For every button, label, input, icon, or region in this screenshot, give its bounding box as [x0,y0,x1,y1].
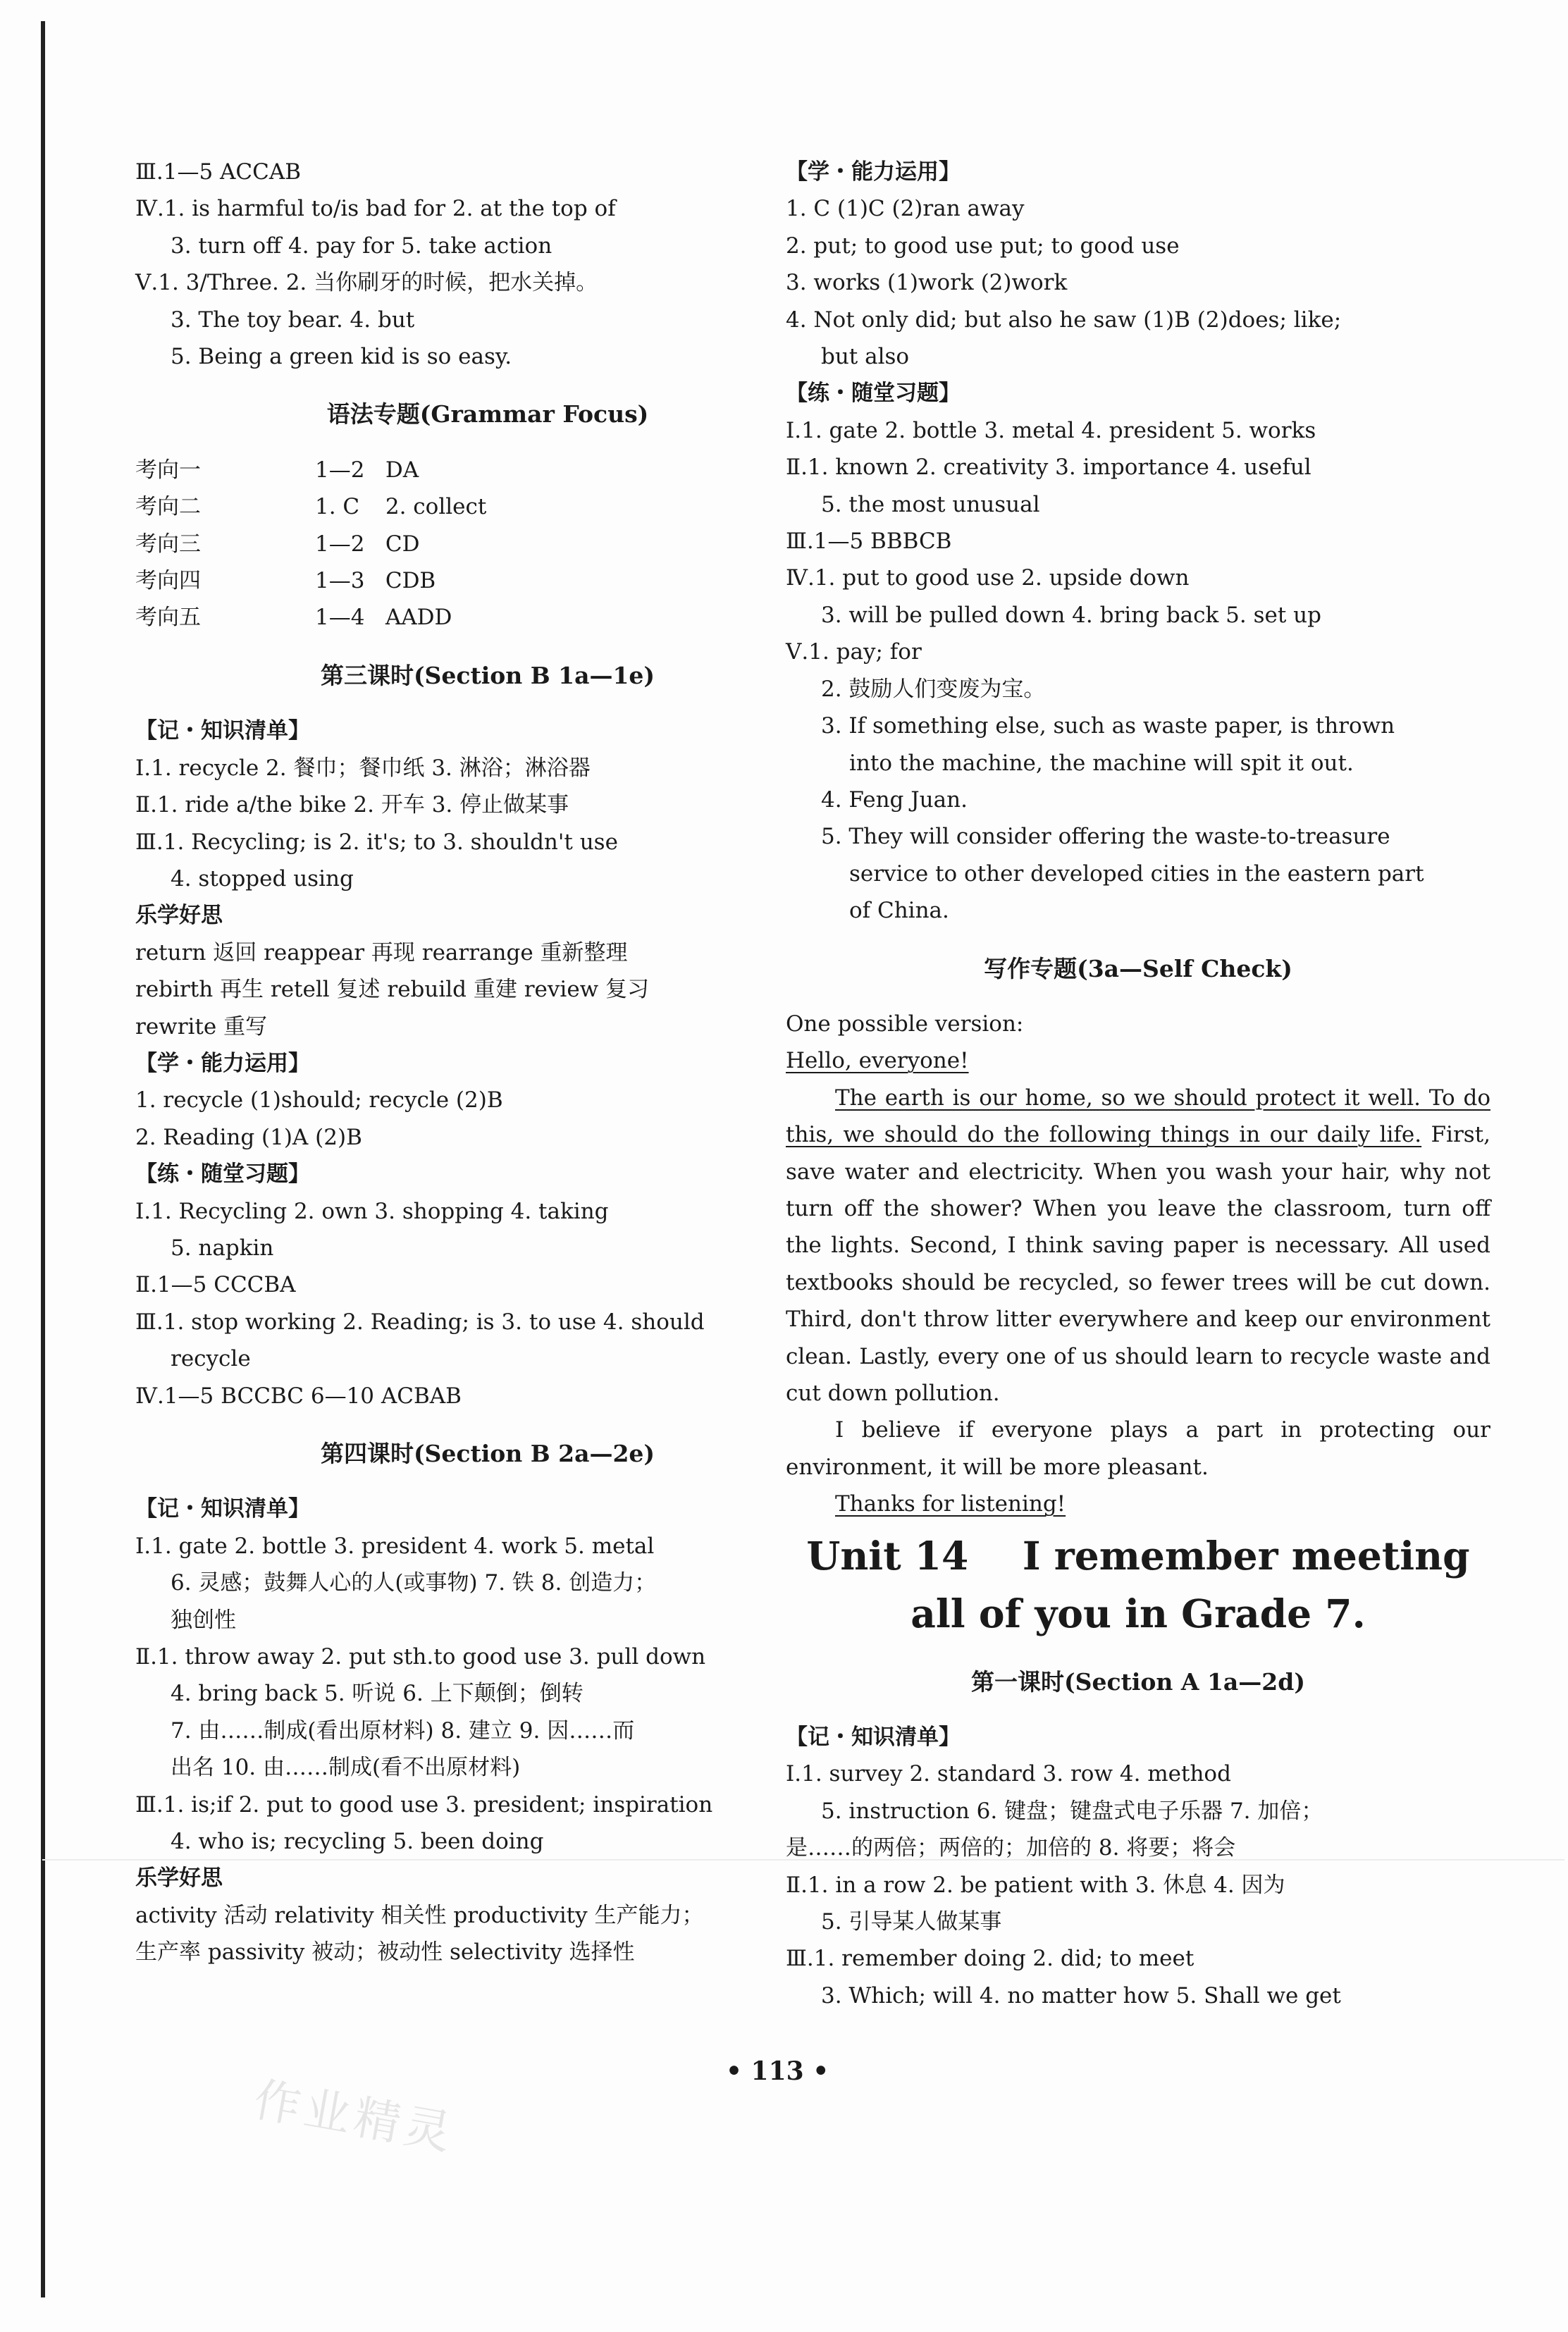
section-heading-grammar: 语法专题(Grammar Focus) [326,400,649,428]
section-heading-writing: 写作专题(3a—Self Check) [984,954,1292,982]
answer-line: Ⅱ.1. ride a/the bike 2. 开车 3. 停止做某事 [135,792,569,818]
word-line: 生产率 passivity 被动；被动性 selectivity 选择性 [135,1939,635,1966]
answer-line: 3. works (1)work (2)work [786,270,1068,296]
answer-line: 1. C (1)C (2)ran away [786,196,1025,222]
answer-line: 4. who is; recycling 5. been doing [171,1829,544,1855]
answer-line: 3. Which; will 4. no matter how 5. Shall we get [821,1982,1341,2009]
answer-line: Ⅳ.1. is harmful to/is bad for 2. at the top of [135,196,616,222]
word-line: rewrite 重写 [135,1013,268,1039]
answer-line: Ⅰ.1. gate 2. bottle 3. metal 4. president 5. works [786,417,1316,443]
grammar-row: 考向三 1—2 CD [135,531,420,557]
answer-line: Ⅰ.1. recycle 2. 餐巾；餐巾纸 3. 淋浴；淋浴器 [135,755,591,781]
answer-line: 出名 10. 由……制成(看不出原材料) [171,1755,521,1781]
essay-intro: One possible version: [786,1011,1024,1037]
answer-line: 3. turn off 4. pay for 5. take action [171,233,552,259]
tag-le: 乐学好思 [135,903,223,929]
essay-closing: Thanks for listening! [835,1491,1066,1517]
page-edge-line [41,21,45,2297]
grammar-row: 考向四 1—3 CDB [135,568,436,594]
unit-title-line: Unit 14 I remember meeting [806,1532,1470,1579]
tag-ji: 【记・知识清单】 [786,1725,961,1751]
tag-ji: 【记・知识清单】 [135,1496,310,1522]
answer-line: 5. 引导某人做某事 [821,1909,1002,1935]
answer-line: Ⅰ.1. gate 2. bottle 3. president 4. work 5. metal [135,1533,655,1559]
answer-line: Ⅲ.1. Recycling; is 2. it's; to 3. shouldn't use [135,829,618,855]
essay-paragraph: I believe if everyone plays a part in protecting our environment, it will be more pleasant. [786,1417,1490,1480]
essay-body: First, save water and electricity. When you wash your hair, why not turn off the shower? When you leave the classroom, turn off the lights. Second, I think saving paper is necessary. All used textbooks should be recycled, so fewer trees will be cut down. Third, don't throw litter everywhere and keep our environment clean. Lastly, every one of us should learn to recycle waste and cut down pollution. [786,1122,1490,1406]
essay-paragraph [786,1080,1490,1412]
right-column [786,154,1490,2014]
tag-lian: 【练・随堂习题】 [135,1161,310,1187]
answer-line: 是……的两倍；两倍的；加倍的 8. 将要；将会 [786,1835,1236,1861]
answer-line: 3. If something else, such as waste paper, is thrown [821,713,1395,739]
answer-line: recycle [171,1346,251,1372]
watermark: 作业精灵 [249,2072,459,2161]
answer-line: 7. 由……制成(看出原材料) 8. 建立 9. 因……而 [171,1717,635,1744]
tag-xue: 【学・能力运用】 [786,159,961,185]
tag-lian: 【练・随堂习题】 [786,381,961,407]
answer-line: Ⅱ.1—5 CCCBA [135,1272,296,1298]
answer-line: into the machine, the machine will spit it out. [849,750,1354,776]
grammar-answers [135,452,840,636]
answer-line: Ⅲ.1. is;if 2. put to good use 3. president; inspiration [135,1791,713,1818]
page-number: • 113 • [726,2056,829,2086]
answer-line: Ⅱ.1. known 2. creativity 3. importance 4. useful [786,455,1311,481]
answer-line: Ⅳ.1. put to good use 2. upside down [786,565,1190,591]
answer-line: 2. put; to good use put; to good use [786,233,1180,259]
essay-greeting: Hello, everyone! [786,1048,969,1074]
answer-line: 5. the most unusual [821,491,1040,517]
answer-line: Ⅲ.1—5 ACCAB [135,159,302,185]
answer-line: 4. stopped using [171,865,354,892]
answer-line: 3. The toy bear. 4. but [171,307,415,333]
answer-line: 2. 鼓励人们变废为宝。 [821,676,1046,702]
left-column [135,154,840,1971]
unit-title [786,1527,1490,1643]
answer-line: Ⅰ.1. Recycling 2. own 3. shopping 4. taking [135,1198,609,1224]
word-line: rebirth 再生 retell 复述 rebuild 重建 review 复习 [135,977,650,1003]
answer-line: but also [821,344,910,370]
answer-line: Ⅴ.1. pay; for [786,639,922,665]
answer-line: 4. Feng Juan. [821,786,968,813]
answer-line: 3. will be pulled down 4. bring back 5. set up [821,602,1321,628]
tag-ji: 【记・知识清单】 [135,718,310,744]
answer-line: of China. [849,898,949,924]
answer-line: Ⅱ.1. in a row 2. be patient with 3. 休息 4. 因为 [786,1872,1285,1898]
answer-line: 2. Reading (1)A (2)B [135,1124,362,1150]
section-heading-lesson1: 第一课时(Section A 1a—2d) [971,1667,1305,1696]
answer-line: Ⅲ.1. remember doing 2. did; to meet [786,1946,1194,1972]
unit-title-line: all of you in Grade 7. [910,1590,1366,1636]
word-line: activity 活动 relativity 相关性 productivity 生产能力； [135,1902,704,1928]
answer-line: 5. Being a green kid is so easy. [171,344,512,370]
answer-line: Ⅲ.1—5 BBBCB [786,529,952,555]
answer-line: 4. bring back 5. 听说 6. 上下颠倒；倒转 [171,1681,584,1707]
answer-line: 5. instruction 6. 键盘；键盘式电子乐器 7. 加倍； [821,1798,1323,1824]
answer-line: 1. recycle (1)should; recycle (2)B [135,1087,503,1113]
answer-line: Ⅴ.1. 3/Three. 2. 当你刷牙的时候，把水关掉。 [135,270,598,296]
tag-le: 乐学好思 [135,1865,223,1892]
answer-line: Ⅳ.1—5 BCCBC 6—10 ACBAB [135,1383,462,1409]
essay-topic-sentence: The earth is our home, so we should protect it well. To do this, we should do the following things in our daily life. [786,1085,1490,1148]
section-heading-lesson4: 第四课时(Section B 2a—2e) [320,1440,655,1467]
answer-line: 6. 灵感；鼓舞人心的人(或事物) 7. 铁 8. 创造力； [171,1570,657,1596]
answer-line: 4. Not only did; but also he saw (1)B (2)does; like; [786,307,1342,333]
word-line: return 返回 reappear 再现 rearrange 重新整理 [135,939,628,966]
answer-line: 独创性 [171,1607,236,1633]
grammar-row: 考向二 1. C 2. collect [135,494,487,520]
answer-line: 5. They will consider offering the waste-to-treasure [821,824,1390,850]
section-heading-lesson3: 第三课时(Section B 1a—1e) [320,661,655,689]
answer-line: Ⅲ.1. stop working 2. Reading; is 3. to use 4. should [135,1309,705,1335]
grammar-row: 考向五 1—4 AADD [135,605,452,631]
tag-xue: 【学・能力运用】 [135,1050,310,1076]
answer-line: 5. napkin [171,1235,274,1261]
grammar-row: 考向一 1—2 DA [135,457,419,483]
answer-line: Ⅱ.1. throw away 2. put sth.to good use 3. pull down [135,1644,706,1670]
answer-line: Ⅰ.1. survey 2. standard 3. row 4. method [786,1761,1231,1787]
answer-line: service to other developed cities in the eastern part [849,860,1424,887]
